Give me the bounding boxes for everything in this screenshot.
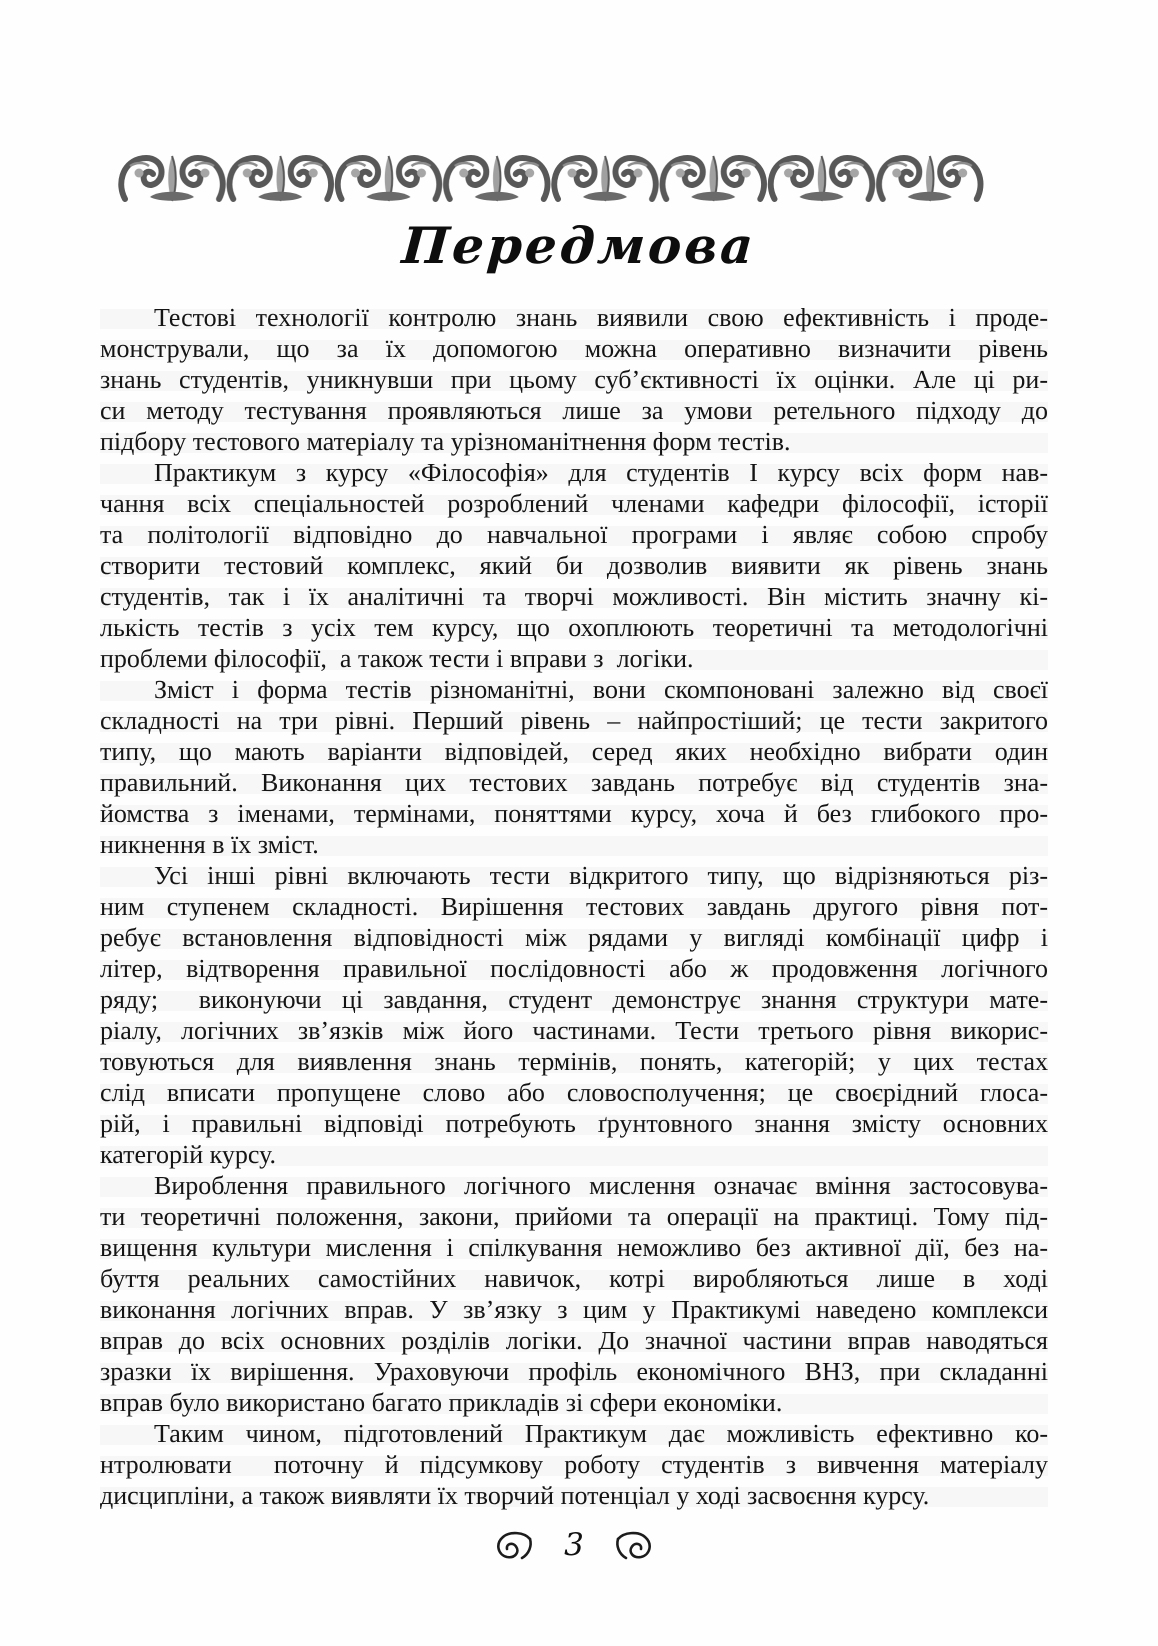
page-title: Передмова [400, 216, 758, 275]
text-line: знань студентів, уникнувши при цьому суб’єктивності їх оцінки. Але ці ри- [100, 365, 1048, 394]
text-line: вправ було використано багато прикладів зі сфери економіки. [100, 1388, 783, 1417]
text-line: зразки їх вирішення. Ураховуючи профіль економічного ВНЗ, при складанні [100, 1357, 1048, 1386]
text-line: чання всіх спеціальностей розроблений членами кафедри філософії, історії [100, 489, 1048, 518]
text-line: Усі інші рівні включають тести відкритого типу, що відрізняються різ- [154, 861, 1048, 890]
paragraph [100, 457, 1048, 674]
text-line: ріалу, логічних зв’язків між його частинами. Тести третього рівня викорис- [100, 1016, 1048, 1045]
text-line: Зміст і форма тестів різноманітні, вони скомпоновані залежно від своєї [154, 675, 1048, 704]
text-line: Практикум з курсу «Філософія» для студентів І курсу всіх форм нав- [154, 458, 1048, 487]
text-line: нтролювати поточну й підсумкову роботу студентів з вивчення матеріалу [100, 1450, 1048, 1479]
text-line: лькість тестів з усіх тем курсу, що охоплюють теоретичні та методологічні [100, 613, 1048, 642]
footer-flourish-right-icon [612, 1531, 656, 1561]
text-line: студентів, так і їх аналітичні та творчі можливості. Він містить значну кі- [100, 582, 1048, 611]
text-line: товуються для виявлення знань термінів, понять, категорій; у цих тестах [100, 1047, 1048, 1076]
footer-flourish-left-icon [492, 1531, 536, 1561]
text-line: створити тестовий комплекс, який би дозволив виявити як рівень знань [100, 551, 1048, 580]
text-line: Вироблення правильного логічного мислення означає вміння застосовува- [154, 1171, 1048, 1200]
text-line: буття реальних самостійних навичок, котрі виробляються лише в ході [100, 1264, 1048, 1293]
text-line: проблеми філософії, а також тести і вправи з логіки. [100, 644, 694, 673]
text-line: вправ до всіх основних розділів логіки. До значної частини вправ наводяться [100, 1326, 1048, 1355]
text-line: монстрували, що за їх допомогою можна оперативно визначити рівень [100, 334, 1048, 363]
page-footer [100, 1527, 1048, 1563]
text-line: типу, що мають варіанти відповідей, серед яких необхідно вибрати один [100, 737, 1048, 766]
text-line: категорій курсу. [100, 1140, 277, 1169]
floral-ornament-band-icon [118, 152, 984, 205]
text-line: ти теоретичні положення, закони, прийоми та операції на практиці. Тому під- [100, 1202, 1048, 1231]
paragraph [100, 302, 1048, 457]
text-line: вищення культури мислення і спілкування неможливо без активної дії, без на- [100, 1233, 1048, 1262]
paragraph [100, 1170, 1048, 1418]
page-number: 3 [564, 1527, 584, 1563]
text-line: ним ступенем складності. Вирішення тестових завдань другого рівня пот- [100, 892, 1048, 921]
text-line: правильний. Виконання цих тестових завдань потребує від студентів зна- [100, 768, 1048, 797]
text-line: си методу тестування проявляються лише за умови ретельного підходу до [100, 396, 1048, 425]
text-line: підбору тестового матеріалу та урізноманітнення форм тестів. [100, 427, 791, 456]
paragraph [100, 1418, 1048, 1511]
text-line: виконання логічних вправ. У зв’язку з цим у Практикумі наведено комплекси [100, 1295, 1048, 1324]
text-line: слід вписати пропущене слово або словосполучення; це своєрідний глоса- [100, 1078, 1048, 1107]
text-line: ребує встановлення відповідності між рядами у вигляді комбінації цифр і [100, 923, 1048, 952]
text-line: дисципліни, а також виявляти їх творчий потенціал у ході засвоєння курсу. [100, 1481, 930, 1510]
text-line: літер, відтворення правильної послідовності або ж продовження логічного [100, 954, 1048, 983]
text-line: ряду; виконуючи ці завдання, студент демонструє знання структури мате- [100, 985, 1048, 1014]
text-line: Тестові технології контролю знань виявили свою ефективність і проде- [154, 303, 1048, 332]
paragraph [100, 674, 1048, 860]
text-line: рій, і правильні відповіді потребують ґрунтовного знання змісту основних [100, 1109, 1048, 1138]
text-body [100, 302, 1048, 1511]
paragraph [100, 860, 1048, 1170]
text-line: складності на три рівні. Перший рівень – найпростіший; це тести закритого [100, 706, 1048, 735]
text-line: йомства з іменами, термінами, поняттями курсу, хоча й без глибокого про- [100, 799, 1048, 828]
text-line: Таким чином, підготовлений Практикум дає можливість ефективно ко- [154, 1419, 1048, 1448]
text-line: та політології відповідно до навчальної програми і являє собою спробу [100, 520, 1048, 549]
text-line: никнення в їх зміст. [100, 830, 319, 859]
